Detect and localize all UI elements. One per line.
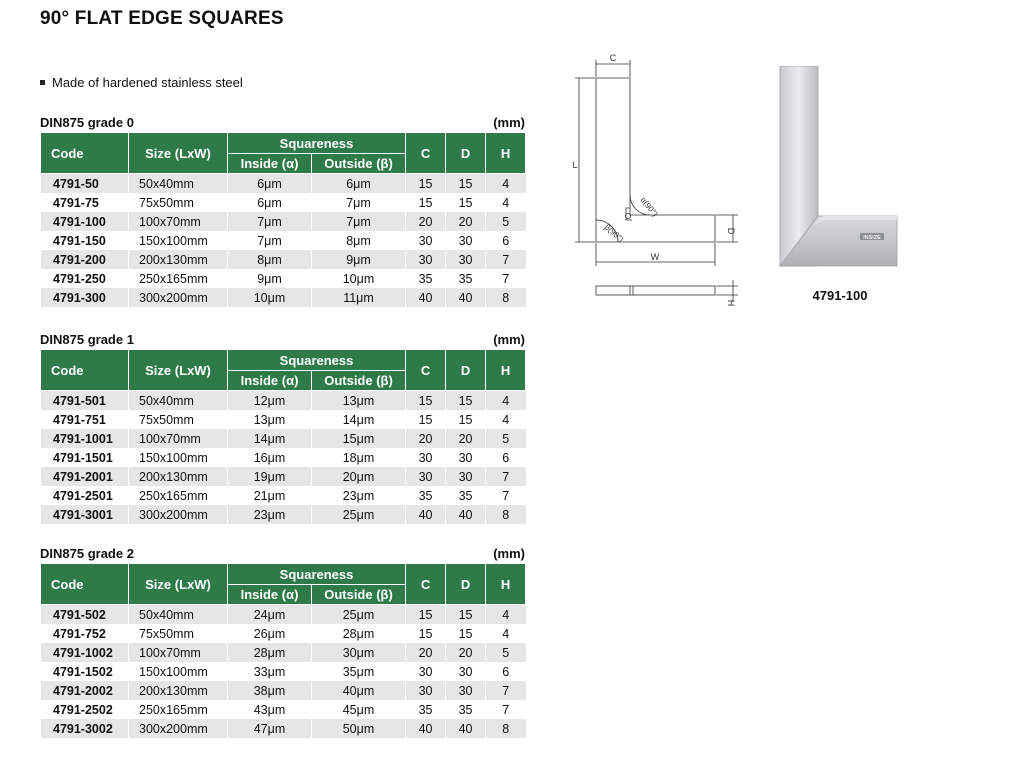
header-code: Code [41,564,129,605]
cell-inside: 16μm [228,448,312,467]
cell-size: 100x70mm [129,643,228,662]
cell-d: 30 [446,662,486,681]
cell-h: 5 [486,429,526,448]
dim-c-label: C [609,53,617,63]
header-size: Size (LxW) [129,564,228,605]
cell-size: 250x165mm [129,700,228,719]
cell-inside: 24μm [228,605,312,625]
cell-code: 4791-1501 [41,448,129,467]
cell-d: 20 [446,212,486,231]
cell-c: 30 [406,231,446,250]
cell-c: 40 [406,505,446,524]
header-code: Code [41,133,129,174]
cell-code: 4791-2502 [41,700,129,719]
cell-outside: 18μm [312,448,406,467]
cell-h: 4 [486,193,526,212]
cell-inside: 43μm [228,700,312,719]
header-inside: Inside (α) [228,585,312,605]
cell-outside: 7μm [312,193,406,212]
cell-h: 8 [486,505,526,524]
cell-h: 4 [486,174,526,194]
cell-code: 4791-2001 [41,467,129,486]
cell-h: 7 [486,467,526,486]
dim-w-label: W [650,252,660,262]
cell-c: 40 [406,719,446,738]
cell-outside: 45μm [312,700,406,719]
cell-code: 4791-150 [41,231,129,250]
cell-c: 15 [406,605,446,625]
cell-outside: 15μm [312,429,406,448]
table-row [41,269,526,288]
table-row [41,448,526,467]
cell-size: 75x50mm [129,410,228,429]
cell-c: 30 [406,250,446,269]
grade-1-unit: (mm) [493,332,525,347]
table-row [41,231,526,250]
cell-outside: 23μm [312,486,406,505]
cell-d: 20 [446,643,486,662]
alpha-label: α(90°) [638,195,660,219]
header-outside: Outside (β) [312,585,406,605]
header-squareness: Squareness [228,350,406,371]
cell-d: 30 [446,681,486,700]
table-row [41,605,526,625]
cell-code: 4791-75 [41,193,129,212]
cell-size: 50x40mm [129,174,228,194]
bullet-icon [40,80,45,85]
cell-outside: 28μm [312,624,406,643]
cell-inside: 26μm [228,624,312,643]
cell-h: 8 [486,719,526,738]
cell-size: 250x165mm [129,486,228,505]
grade-1-label: DIN875 grade 1 [40,332,134,347]
cell-code: 4791-250 [41,269,129,288]
header-size: Size (LxW) [129,133,228,174]
cell-h: 4 [486,624,526,643]
cell-c: 35 [406,269,446,288]
table-row [41,410,526,429]
cell-d: 15 [446,605,486,625]
cell-size: 50x40mm [129,605,228,625]
cell-outside: 8μm [312,231,406,250]
cell-inside: 6μm [228,174,312,194]
cell-inside: 14μm [228,429,312,448]
cell-code: 4791-50 [41,174,129,194]
cell-size: 150x100mm [129,662,228,681]
cell-size: 150x100mm [129,448,228,467]
cell-inside: 38μm [228,681,312,700]
cell-size: 300x200mm [129,505,228,524]
header-d: D [446,133,486,174]
cell-inside: 10μm [228,288,312,307]
cell-c: 20 [406,643,446,662]
cell-code: 4791-501 [41,391,129,411]
cell-d: 30 [446,467,486,486]
cell-inside: 12μm [228,391,312,411]
cell-h: 7 [486,700,526,719]
cell-outside: 35μm [312,662,406,681]
cell-inside: 47μm [228,719,312,738]
cell-code: 4791-1002 [41,643,129,662]
table-row [41,193,526,212]
cell-c: 15 [406,174,446,194]
cell-code: 4791-100 [41,212,129,231]
feature-bullet [40,75,243,90]
table-row [41,486,526,505]
cell-d: 15 [446,193,486,212]
cell-outside: 50μm [312,719,406,738]
cell-h: 7 [486,269,526,288]
cell-h: 6 [486,231,526,250]
cell-outside: 9μm [312,250,406,269]
cell-outside: 20μm [312,467,406,486]
cell-inside: 19μm [228,467,312,486]
cell-size: 200x130mm [129,681,228,700]
cell-outside: 13μm [312,391,406,411]
cell-outside: 30μm [312,643,406,662]
grade-2-table [40,563,526,738]
page-title: 90° FLAT EDGE SQUARES [40,8,284,29]
dimension-diagram [570,50,745,315]
cell-d: 30 [446,231,486,250]
table-row [41,288,526,307]
photo-caption: 4791-100 [812,288,868,303]
cell-h: 4 [486,410,526,429]
cell-outside: 7μm [312,212,406,231]
cell-size: 100x70mm [129,212,228,231]
cell-size: 100x70mm [129,429,228,448]
table-row [41,624,526,643]
cell-size: 50x40mm [129,391,228,411]
table-row [41,719,526,738]
table-row [41,429,526,448]
cell-h: 4 [486,391,526,411]
cell-h: 5 [486,212,526,231]
dim-l-label: L [572,160,578,170]
grade-1-table [40,349,526,524]
cell-code: 4791-502 [41,605,129,625]
cell-c: 30 [406,467,446,486]
beta-label: β(90°) [602,222,626,244]
cell-inside: 28μm [228,643,312,662]
grade-0-table [40,132,526,307]
dim-h-label: H [726,299,736,307]
cell-h: 6 [486,448,526,467]
header-squareness: Squareness [228,133,406,154]
cell-outside: 11μm [312,288,406,307]
product-photo [775,66,905,271]
table-row [41,700,526,719]
table-row [41,681,526,700]
cell-d: 40 [446,505,486,524]
cell-h: 7 [486,250,526,269]
header-h: H [486,350,526,391]
grade-2-label: DIN875 grade 2 [40,546,134,561]
cell-size: 200x130mm [129,250,228,269]
cell-c: 35 [406,486,446,505]
grade-2-unit: (mm) [493,546,525,561]
cell-c: 30 [406,681,446,700]
cell-c: 20 [406,429,446,448]
cell-inside: 7μm [228,231,312,250]
header-c: C [406,350,446,391]
cell-d: 15 [446,410,486,429]
cell-c: 35 [406,700,446,719]
cell-d: 20 [446,429,486,448]
cell-code: 4791-1001 [41,429,129,448]
cell-size: 250x165mm [129,269,228,288]
cell-d: 15 [446,174,486,194]
cell-code: 4791-751 [41,410,129,429]
cell-inside: 33μm [228,662,312,681]
header-h: H [486,133,526,174]
cell-inside: 21μm [228,486,312,505]
cell-code: 4791-2002 [41,681,129,700]
cell-d: 35 [446,269,486,288]
cell-d: 35 [446,700,486,719]
cell-size: 200x130mm [129,467,228,486]
cell-size: 150x100mm [129,231,228,250]
header-c: C [406,133,446,174]
header-d: D [446,350,486,391]
header-d: D [446,564,486,605]
cell-c: 15 [406,391,446,411]
cell-c: 30 [406,662,446,681]
cell-d: 30 [446,250,486,269]
table-row [41,391,526,411]
table-row [41,250,526,269]
cell-outside: 6μm [312,174,406,194]
cell-code: 4791-300 [41,288,129,307]
square-outline [596,78,715,242]
cell-code: 4791-1502 [41,662,129,681]
cell-size: 300x200mm [129,719,228,738]
cell-c: 40 [406,288,446,307]
cell-d: 30 [446,448,486,467]
header-h: H [486,564,526,605]
cell-inside: 7μm [228,212,312,231]
cell-c: 15 [406,193,446,212]
header-c: C [406,564,446,605]
cell-d: 15 [446,624,486,643]
cell-outside: 25μm [312,605,406,625]
cell-outside: 40μm [312,681,406,700]
header-outside: Outside (β) [312,154,406,174]
cell-code: 4791-200 [41,250,129,269]
cell-size: 300x200mm [129,288,228,307]
grade-0-label: DIN875 grade 0 [40,115,134,130]
cell-outside: 25μm [312,505,406,524]
cell-h: 5 [486,643,526,662]
cell-code: 4791-752 [41,624,129,643]
header-inside: Inside (α) [228,371,312,391]
cell-size: 75x50mm [129,193,228,212]
header-size: Size (LxW) [129,350,228,391]
cell-code: 4791-3002 [41,719,129,738]
cell-outside: 10μm [312,269,406,288]
brand-logo-text: INSIZE [863,235,881,241]
cell-c: 15 [406,410,446,429]
cell-inside: 13μm [228,410,312,429]
cell-c: 20 [406,212,446,231]
table-row [41,662,526,681]
table-row [41,467,526,486]
cell-d: 40 [446,719,486,738]
cell-c: 15 [406,624,446,643]
header-code: Code [41,350,129,391]
cell-inside: 23μm [228,505,312,524]
header-outside: Outside (β) [312,371,406,391]
cell-h: 8 [486,288,526,307]
cell-inside: 8μm [228,250,312,269]
table-row [41,505,526,524]
table-row [41,174,526,194]
header-inside: Inside (α) [228,154,312,174]
cell-d: 35 [446,486,486,505]
cell-h: 7 [486,486,526,505]
table-row [41,643,526,662]
side-view-bar [596,286,715,295]
cell-h: 7 [486,681,526,700]
cell-code: 4791-2501 [41,486,129,505]
dim-d-label: D [726,227,736,235]
grade-0-unit: (mm) [493,115,525,130]
cell-code: 4791-3001 [41,505,129,524]
table-row [41,212,526,231]
header-squareness: Squareness [228,564,406,585]
cell-d: 15 [446,391,486,411]
cell-h: 4 [486,605,526,625]
feature-text: Made of hardened stainless steel [52,75,243,90]
cell-c: 30 [406,448,446,467]
cell-h: 6 [486,662,526,681]
cell-inside: 6μm [228,193,312,212]
cell-size: 75x50mm [129,624,228,643]
cell-inside: 9μm [228,269,312,288]
cell-outside: 14μm [312,410,406,429]
cell-d: 40 [446,288,486,307]
